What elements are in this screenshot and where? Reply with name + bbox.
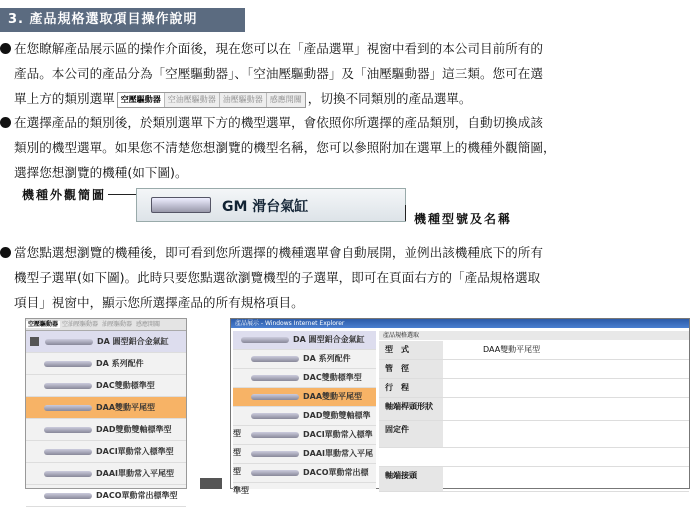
pointer-line bbox=[405, 205, 406, 221]
list-item[interactable]: DA 系列配件 bbox=[26, 353, 186, 375]
spec-row[interactable]: 固定件 bbox=[379, 421, 689, 448]
list-item[interactable]: DAAI單動常入平尾型 bbox=[26, 463, 186, 485]
list-item[interactable]: DAC雙動標準型 bbox=[233, 369, 376, 388]
spec-panel bbox=[379, 341, 689, 489]
tab-hydraulic[interactable]: 油壓驅動器 bbox=[219, 93, 266, 107]
list-item[interactable]: DAD雙動雙軸標準型 bbox=[233, 407, 376, 426]
list-item[interactable]: DA 圓型鋁合金氣缸 bbox=[26, 331, 186, 353]
spec-row[interactable]: 行 程 bbox=[379, 379, 689, 398]
paragraph-2: 在選擇產品的類別後，於類別選單下方的機型選單，會依照你所選擇的產品類別，自動切換成該 類別的機型選單。如果您不清楚您想瀏覽的機型名稱，您可以參照附加在選單上的機種外觀簡圖， 選擇您想瀏覽的機種(如下圖)。 bbox=[0, 110, 692, 185]
label-model: 機種型號及名稱 bbox=[414, 212, 513, 226]
paragraph-1: 在您瞭解產品展示區的操作介面後，現在您可以在「產品選單」視窗中看到的本公司目前所有的 產品。本公司的產品分為「空壓驅動器」、「空油壓驅動器」及「油壓驅動器」這三類。您可在選 單上方的類別選單 空壓驅動器 空油壓驅動器 油壓驅動器 感應開關 ，切換不同類別的產品選單。 bbox=[0, 36, 692, 111]
list-item[interactable]: DACO單動常出標準型 bbox=[233, 464, 376, 483]
bullet-icon bbox=[0, 43, 11, 54]
bullet-icon bbox=[0, 117, 11, 128]
bullet-icon bbox=[0, 247, 11, 258]
spec-row[interactable]: 軸端接頭 bbox=[379, 467, 689, 492]
cylinder-icon bbox=[151, 197, 211, 213]
section-title: 3. 產品規格選取項目操作說明 bbox=[0, 8, 245, 32]
screenshot-product-menu: 空壓驅動器 空油壓驅動器 油壓驅動器 感應開關 DA 圓型鋁合金氣缸 DA 系列配件 DAC雙動標準型 DAA雙動平尾型 DAD雙動雙軸標準型 DACI單動常入標準型 DAAI單動常入平尾型 DACO單動常出標準型 bbox=[25, 318, 187, 489]
category-tabs[interactable] bbox=[117, 92, 306, 108]
list-item[interactable]: DAA雙動平尾型 bbox=[26, 397, 186, 419]
gm-model-text: GM 滑台氣缸 bbox=[222, 199, 309, 215]
tab-sensor[interactable]: 感應開關 bbox=[266, 93, 305, 107]
pointer-line bbox=[108, 194, 136, 195]
spec-row bbox=[379, 448, 689, 467]
tab-pneumatic[interactable]: 空壓驅動器 bbox=[118, 93, 164, 107]
list-item[interactable]: DA 系列配件 bbox=[233, 350, 376, 369]
paragraph-3: 當您點選想瀏覽的機種後，即可看到您所選擇的機種選單會自動展開，並例出該機種底下的所有 機型子選單(如下圖)。此時只要您點選欲瀏覽機型的子選單，即可在頁面右方的「產品規格選取 項目」視窗中，顯示您所選擇產品的所有規格項目。 bbox=[0, 240, 692, 315]
arrow-icon bbox=[200, 478, 222, 489]
collapse-icon bbox=[30, 337, 39, 346]
list-item[interactable]: DACI單動常入標準型 bbox=[26, 441, 186, 463]
spec-row[interactable]: 軸端桿頭形狀 bbox=[379, 398, 689, 421]
label-outline: 機種外觀簡圖 bbox=[22, 188, 107, 202]
list-item[interactable]: DACO單動常出標準型 bbox=[26, 485, 186, 507]
list-item[interactable]: DA 圓型鋁合金氣缸 bbox=[233, 331, 376, 350]
tab-air-oil[interactable]: 空油壓驅動器 bbox=[164, 93, 219, 107]
list-item[interactable]: DAAI單動常入平尾型 bbox=[233, 445, 376, 464]
product-menu-panel bbox=[233, 331, 376, 495]
list-item[interactable]: DAD雙動雙軸標準型 bbox=[26, 419, 186, 441]
list-item[interactable]: DAC雙動標準型 bbox=[26, 375, 186, 397]
spec-row[interactable]: 管 徑 bbox=[379, 360, 689, 379]
spec-row: 型 式 DAA雙動平尾型 bbox=[379, 341, 689, 360]
list-item[interactable]: DAA雙動平尾型 bbox=[233, 388, 376, 407]
screenshot-spec-window: 產品展示 - Windows Internet Explorer DA 圓型鋁合金氣缸 DA 系列配件 DAC雙動標準型 DAA雙動平尾型 DAD雙動雙軸標準型 DACI單動常入標準型 DAAI單動常入平尾型 DACO單動常出標準型 產品規格選取 型 式 DAA雙動平尾型 管 徑 行 程 軸端桿頭形狀 固定件 軸端接頭 bbox=[230, 318, 690, 489]
list-item[interactable]: DACI單動常入標準型 bbox=[233, 426, 376, 445]
panel-title: 產品規格選取 bbox=[379, 331, 689, 340]
